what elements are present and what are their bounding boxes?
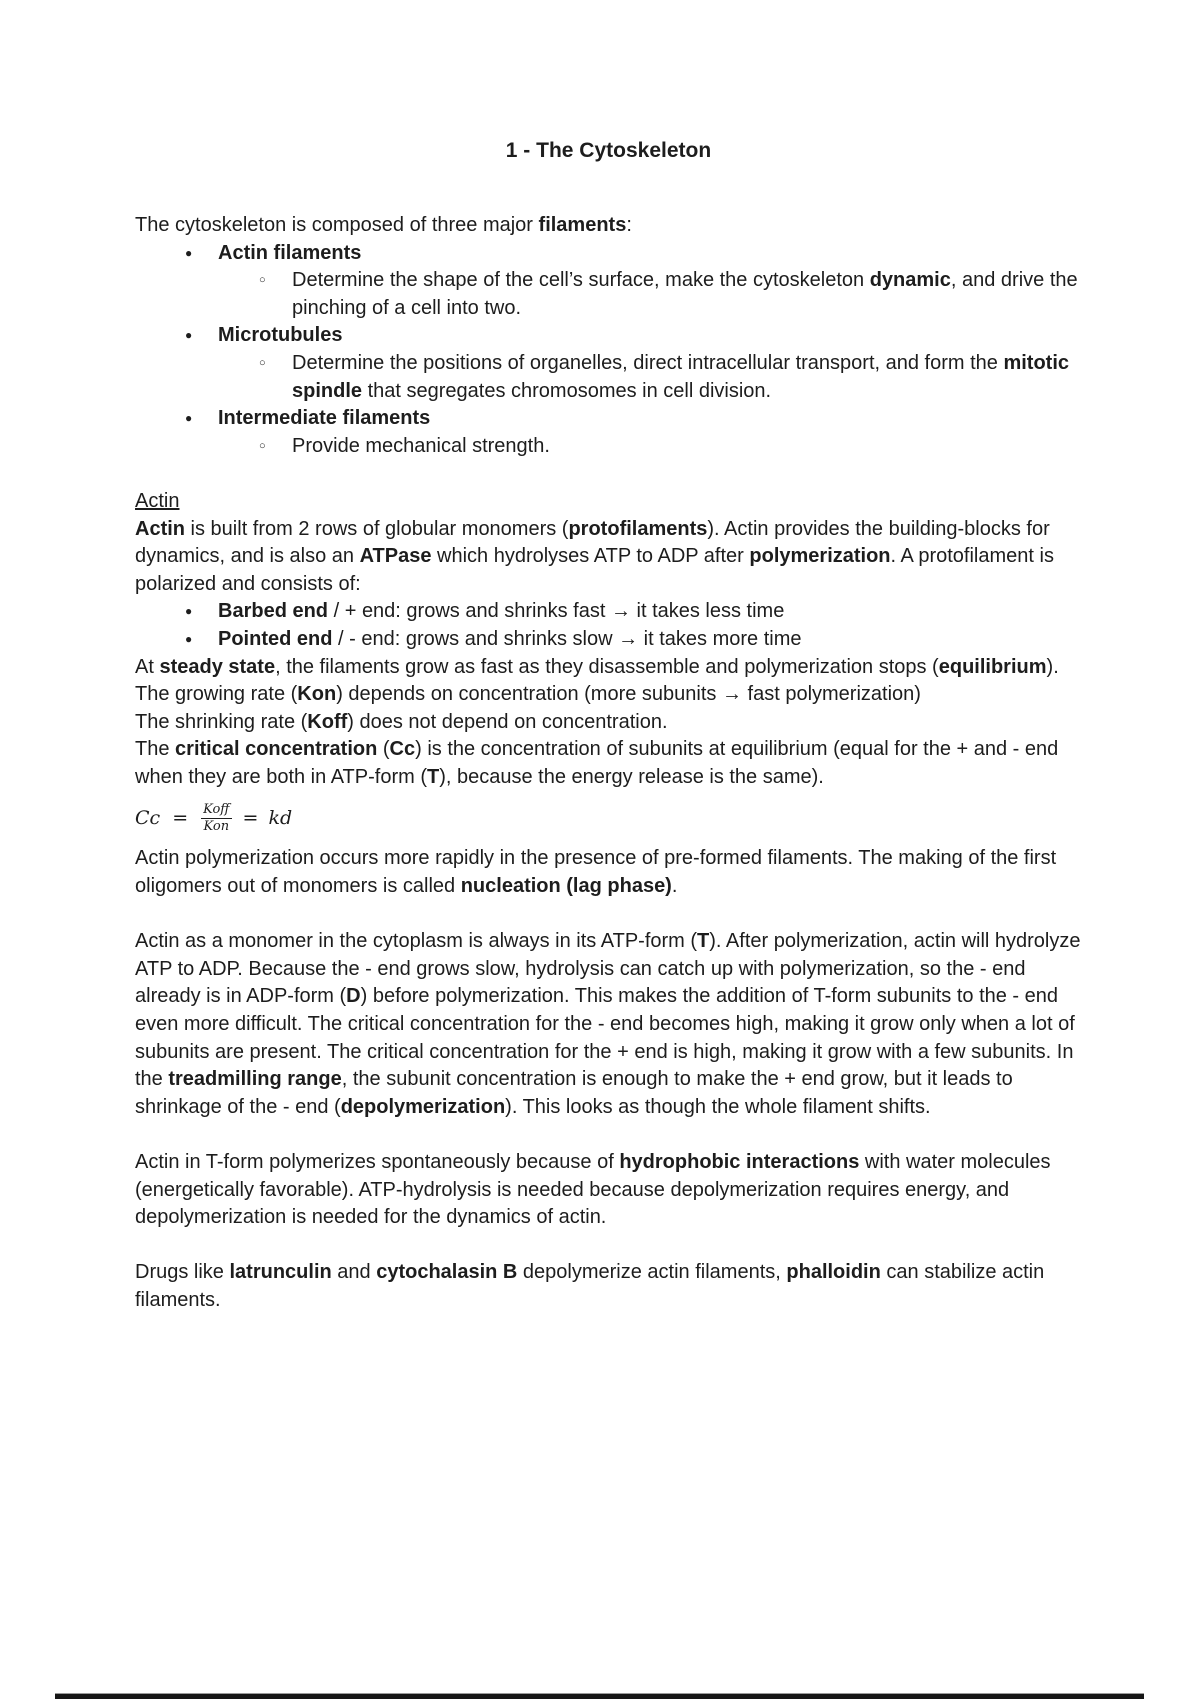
bold-text: critical concentration bbox=[175, 738, 378, 761]
formula-lhs: Cc bbox=[135, 807, 161, 830]
formula-critical-concentration bbox=[135, 791, 1082, 845]
page-bottom-edge bbox=[55, 1693, 1144, 1699]
bullet-item bbox=[135, 626, 1082, 654]
paragraph bbox=[135, 845, 1082, 900]
bullet-text bbox=[218, 405, 1082, 433]
formula-denominator: Kon bbox=[201, 818, 233, 835]
text: ) is the concentration of subunits at equilibrium (equal for the + and - end when they are both in ATP-form ( bbox=[135, 738, 1059, 788]
paragraph bbox=[135, 212, 1082, 240]
bullet-text bbox=[218, 240, 1082, 268]
bullet-item bbox=[135, 598, 1082, 626]
bullet-item bbox=[135, 240, 1082, 268]
bold-text: protofilaments bbox=[568, 517, 708, 540]
bold-text: Cc bbox=[389, 738, 416, 761]
formula-rhs: kd bbox=[268, 807, 293, 830]
bullet-marker: ● bbox=[185, 245, 193, 260]
text: ), because the energy release is the same). bbox=[439, 765, 824, 788]
paragraph bbox=[135, 1149, 1082, 1232]
bold-text: phalloidin bbox=[786, 1261, 881, 1284]
text: , the subunit concentration is enough to make the + end grow, but it leads to shrinkage of the - end ( bbox=[135, 1068, 1013, 1118]
paragraph bbox=[135, 516, 1082, 599]
text: ( bbox=[377, 738, 390, 761]
text: ). bbox=[1046, 655, 1059, 678]
bold-text: Kon bbox=[297, 683, 337, 706]
text: The shrinking rate ( bbox=[135, 710, 308, 733]
page-title: 1 - The Cytoskeleton bbox=[505, 139, 712, 162]
paragraph bbox=[135, 681, 1082, 709]
text: ) before polymerization. This makes the addition of T-form subunits to the - end even more difficult. The critical concentration for the - end becomes high, making it grow only when a lot of subunits are present. The critical concentration for the + end is high, making it grow with a few subunits. In the bbox=[135, 985, 1075, 1091]
text: can stabilize actin filaments. bbox=[135, 1261, 1045, 1311]
bullet-item bbox=[135, 350, 1082, 405]
bullet-text bbox=[292, 267, 1082, 322]
bold-text: polymerization bbox=[749, 545, 891, 568]
bold-text: Microtubules bbox=[218, 324, 343, 347]
bold-text: filaments bbox=[538, 214, 627, 236]
text: is built from 2 rows of globular monomers ( bbox=[185, 517, 569, 540]
bullet-marker: ● bbox=[185, 328, 193, 343]
formula-numerator: Koff bbox=[203, 802, 230, 818]
text: Provide mechanical strength. bbox=[292, 434, 550, 457]
text: / + end: grows and shrinks fast → it takes less time bbox=[328, 600, 785, 623]
text: Drugs like bbox=[135, 1261, 230, 1284]
bold-text: Actin filaments bbox=[218, 241, 362, 264]
bullet-marker: ● bbox=[185, 411, 193, 426]
text: depolymerize actin filaments, bbox=[517, 1261, 787, 1284]
text: ). After polymerization, actin will hydrolyze ATP to ADP. Because the - end grows slow, hydrolysis can catch up with polymerization, so the - end already is in ADP-form ( bbox=[135, 930, 1081, 1008]
text: ). Actin provides the building-blocks for dynamics, and is also an bbox=[135, 517, 1050, 568]
text: The growing rate ( bbox=[135, 683, 298, 706]
bullet-marker: ● bbox=[185, 631, 193, 646]
text: that segregates chromosomes in cell division. bbox=[362, 379, 772, 402]
text: , the filaments grow as fast as they disassemble and polymerization stops ( bbox=[275, 655, 939, 678]
paragraph bbox=[135, 928, 1082, 1121]
blank-line bbox=[135, 901, 1082, 929]
text: with water molecules (energetically favorable). ATP-hydrolysis is needed because depolymerization requires energy, and depolymerization is needed for the dynamics of actin. bbox=[135, 1151, 1051, 1229]
bold-text: Actin bbox=[135, 517, 185, 540]
text: Actin in T-form polymerizes spontaneously because of bbox=[135, 1151, 620, 1173]
bold-text: Pointed end bbox=[218, 627, 333, 650]
bold-text: Barbed end bbox=[218, 600, 329, 623]
text: , and drive the pinching of a cell into two. bbox=[292, 269, 1078, 319]
text: Determine the shape of the cell’s surface, make the cytoskeleton bbox=[292, 269, 870, 292]
bullet-text bbox=[218, 598, 1082, 626]
bullet-item bbox=[135, 433, 1082, 461]
bullet-marker: ● bbox=[185, 604, 193, 619]
document-body bbox=[135, 212, 1082, 1315]
formula-equals: = bbox=[172, 807, 189, 830]
bold-text: latrunculin bbox=[229, 1261, 332, 1284]
bullet-item bbox=[135, 405, 1082, 433]
bullet-marker: ○ bbox=[259, 356, 266, 369]
text: ) does not depend on concentration. bbox=[347, 710, 668, 733]
text: The bbox=[135, 738, 176, 761]
bold-text: cytochalasin B bbox=[376, 1261, 518, 1284]
bullet-text bbox=[218, 322, 1082, 350]
text: ). This looks as though the whole filament shifts. bbox=[505, 1095, 931, 1118]
bold-text: steady state bbox=[159, 655, 276, 678]
formula-equals: = bbox=[242, 807, 259, 830]
bullet-marker: ○ bbox=[259, 439, 266, 452]
paragraph bbox=[135, 654, 1082, 682]
text: Actin as a monomer in the cytoplasm is always in its ATP-form ( bbox=[135, 930, 698, 953]
text: At bbox=[135, 655, 160, 678]
bullet-text bbox=[218, 626, 1082, 654]
text: Determine the positions of organelles, direct intracellular transport, and form the bbox=[292, 351, 1004, 374]
bullet-marker: ○ bbox=[259, 274, 266, 287]
document-content bbox=[135, 136, 1082, 1315]
text: : bbox=[626, 214, 632, 236]
paragraph bbox=[135, 709, 1082, 737]
bold-text: Intermediate filaments bbox=[218, 407, 431, 430]
bold-text: Koff bbox=[307, 710, 348, 733]
paragraph bbox=[135, 736, 1082, 791]
bold-text: ATPase bbox=[359, 545, 432, 568]
bullet-item bbox=[135, 322, 1082, 350]
formula-fraction bbox=[200, 802, 232, 834]
blank-line bbox=[135, 1232, 1082, 1260]
text: which hydrolyses ATP to ADP after bbox=[431, 545, 750, 568]
text: Actin polymerization occurs more rapidly in the presence of pre-formed filaments. The making of the first oligomers out of monomers is called bbox=[135, 847, 1057, 898]
bold-text: depolymerization bbox=[340, 1095, 506, 1118]
paragraph bbox=[135, 1259, 1082, 1314]
bullet-item bbox=[135, 267, 1082, 322]
text: . A protofilament is polarized and consists of: bbox=[135, 545, 1054, 595]
bold-text: nucleation (lag phase) bbox=[460, 875, 672, 898]
text: ) depends on concentration (more subunits → fast polymerization) bbox=[336, 683, 921, 706]
bold-text: D bbox=[346, 985, 361, 1008]
bold-text: mitotic spindle bbox=[292, 351, 1070, 402]
bold-text: T bbox=[697, 930, 710, 953]
bullet-text bbox=[292, 350, 1082, 405]
text: The cytoskeleton is composed of three major bbox=[135, 214, 539, 236]
text: . bbox=[671, 875, 678, 898]
blank-line bbox=[135, 1121, 1082, 1149]
bold-text: treadmilling range bbox=[168, 1068, 342, 1091]
text: / - end: grows and shrinks slow → it takes more time bbox=[332, 627, 802, 650]
blank-line bbox=[135, 460, 1082, 488]
bold-text: T bbox=[426, 765, 440, 788]
text: and bbox=[331, 1261, 377, 1284]
bold-text: equilibrium bbox=[938, 655, 1047, 678]
bold-text: hydrophobic interactions bbox=[619, 1151, 860, 1173]
section-heading bbox=[135, 488, 1082, 516]
underlined-text: Actin bbox=[135, 489, 180, 512]
bullet-text bbox=[292, 433, 1082, 461]
bold-text: dynamic bbox=[869, 269, 951, 292]
